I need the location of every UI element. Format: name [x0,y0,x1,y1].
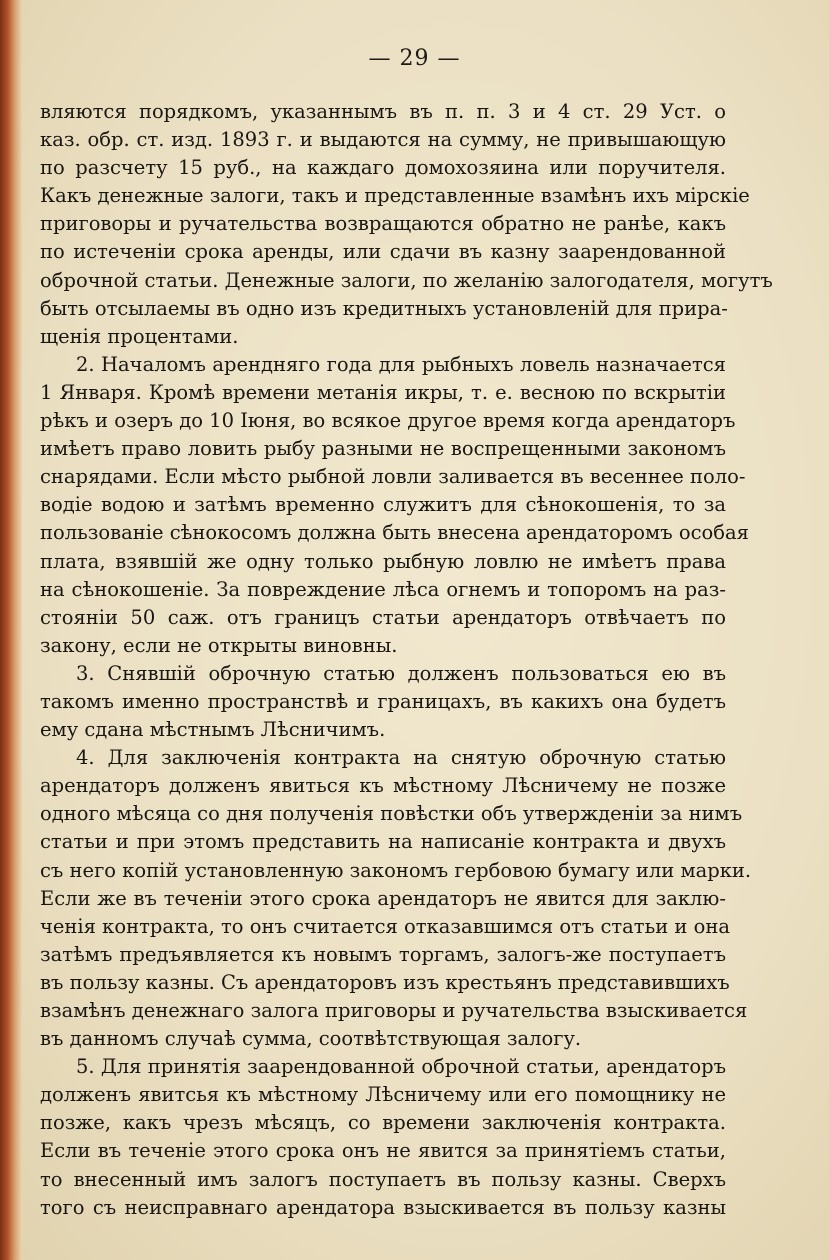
text-line: 3. Снявшій оброчную статью долженъ пользоваться ею въ [76,661,726,685]
text-line: позже, какъ чрезъ мѣсяцъ, со времени заключенія контракта. [40,1111,726,1135]
text-line: 4. Для заключенія контракта на снятую оброчную статью [76,746,726,770]
text-line: вляются порядкомъ, указаннымъ въ п. п. 3 и 4 ст. 29 Уст. о [40,100,726,123]
text-line: имѣетъ право ловить рыбу разными не воспрещенными закономъ [40,437,726,461]
text-line: Какъ денежные залоги, такъ и представленные взамѣнъ ихъ мірскіе [40,184,750,208]
text-line: такомъ именно пространствѣ и границахъ, въ какихъ она будетъ [40,689,726,713]
body-text [40,98,773,1222]
text-line: на сѣнокошеніе. За повреждение лѣса огнемъ и топоромъ на раз- [40,577,726,601]
text-line: рѣкъ и озеръ до 10 Іюня, во всякое другое время когда арендаторъ [40,409,736,433]
text-line: 1 Января. Кромѣ времени метанія икры, т. е. весною по вскрытіи [40,380,726,404]
text-line: того съ неисправнаго арендатора взыскивается въ пользу казны [40,1195,726,1219]
text-line: стояніи 50 саж. отъ границъ статьи арендаторъ отвѣчаетъ по [40,605,726,629]
text-line: каз. обр. ст. изд. 1893 г. и выдаются на сумму, не привышающую [40,128,726,152]
text-line: 2. Началомъ арендняго года для рыбныхъ ловель назначается [76,352,726,376]
text-line: по истеченіи срока аренды, или сдачи въ казну заарендованной [40,240,726,264]
text-line: водіе водою и затѣмъ временно служитъ для сѣнокошенія, то за [40,493,726,517]
text-line: закону, если не открыты виновны. [40,633,398,657]
text-line: въ пользу казны. Съ арендаторовъ изъ крестьянъ представившихъ [40,970,730,994]
text-line: ему сдана мѣстнымъ Лѣсничимъ. [40,718,386,742]
text-line: съ него копій установленную закономъ гербовою бумагу или марки. [40,858,752,882]
text-line: приговоры и ручательства возвращаются обратно не ранѣе, какъ [40,212,726,236]
text-line: быть отсылаемы въ одно изъ кредитныхъ установленій для прира- [40,296,728,320]
text-line: оброчной статьи. Денежные залоги, по желанію залогодателя, могутъ [40,268,773,292]
text-line: арендаторъ долженъ явиться къ мѣстному Лѣсничему не позже [40,774,726,798]
text-line: снарядами. Если мѣсто рыбной ловли заливается въ весеннее поло- [40,465,746,489]
text-line: 5. Для принятія заарендованной оброчной статьи, арендаторъ [76,1055,726,1079]
text-line: Если же въ теченіи этого срока арендаторъ не явится для заклю- [40,886,726,910]
text-line: взамѣнъ денежнаго залога приговоры и ручательства взыскивается [40,999,748,1022]
text-line: долженъ явитсья къ мѣстному Лѣсничему или его помощнику не [40,1083,726,1107]
text-line: статьи и при этомъ представить на написаніе контракта и двухъ [40,830,726,854]
text-line: въ данномъ случаѣ сумма, соотвѣтствующая залогу. [40,1027,582,1051]
text-line: пользованіе сѣнокосомъ должна быть внесена арендаторомъ особая [40,521,749,545]
text-line: плата, взявшій же одну только рыбную ловлю не имѣетъ права [40,549,726,573]
text-line: то внесенный имъ залогъ поступаетъ въ пользу казны. Сверхъ [40,1167,726,1191]
text-line: по разсчету 15 руб., на каждаго домохозяина или поручителя. [40,156,726,180]
page-number: — 29 — [368,46,461,71]
book-binding-edge [0,0,22,1260]
text-line: щенія процентами. [40,324,239,348]
text-line: ченія контракта, то онъ считается отказавшимся отъ статьи и она [40,914,730,938]
text-line: Если въ теченіе этого срока онъ не явится за принятіемъ статьи, [40,1139,726,1163]
text-line: одного мѣсяца со дня полученія повѣстки объ утвержденіи за нимъ [40,802,743,826]
text-line: затѣмъ предъявляется къ новымъ торгамъ, залогъ-же поступаетъ [40,942,726,966]
